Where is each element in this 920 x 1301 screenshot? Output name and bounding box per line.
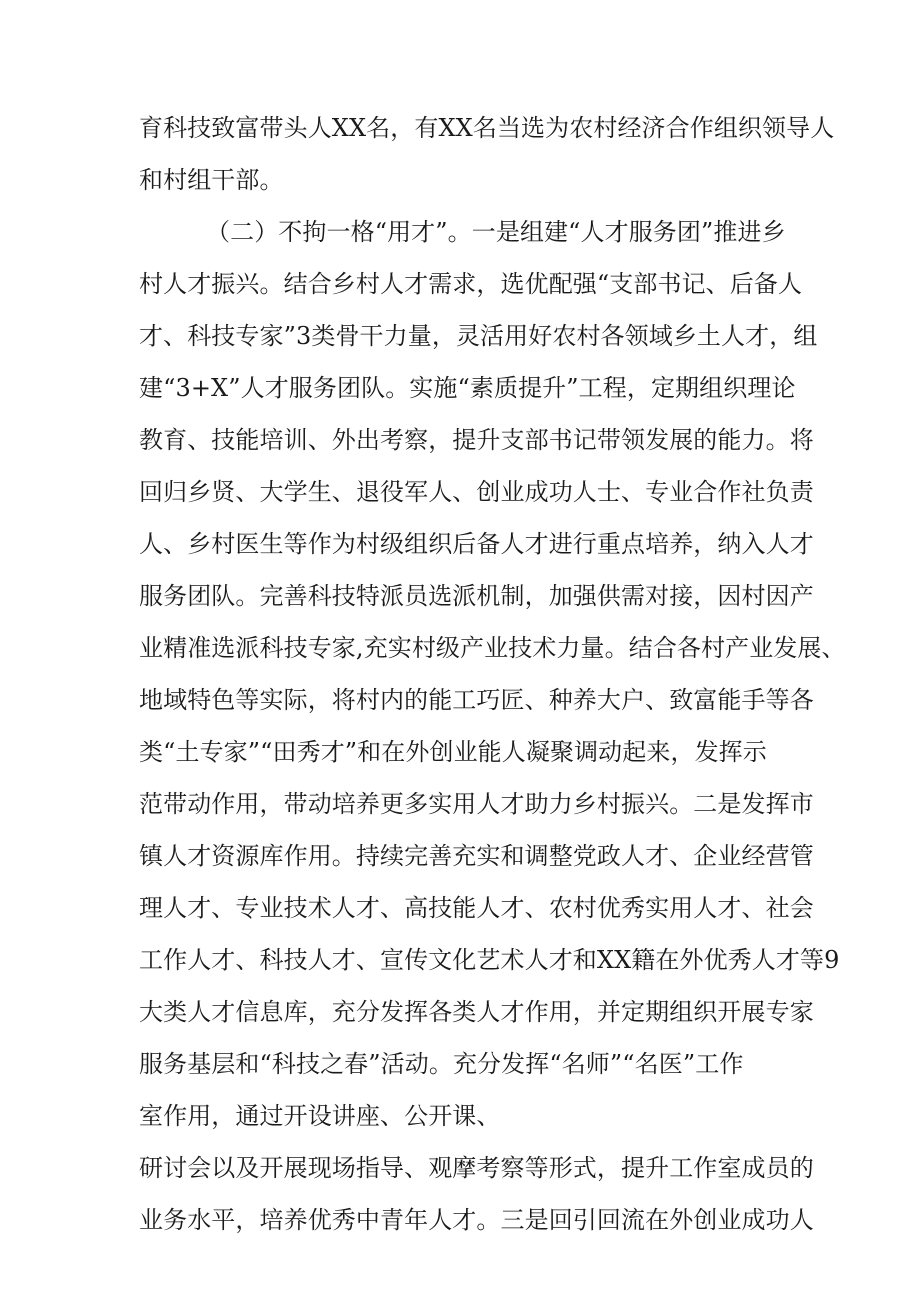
text-line: 和村组干部。	[139, 166, 284, 194]
text-line: 类“土专家”“田秀才”和在外创业能人凝聚调动起来，发挥示	[139, 738, 767, 766]
text-line: 教育、技能培训、外出考察，提升支部书记带领发展的能力。将	[139, 426, 814, 454]
text-line: 人、乡村医生等作为村级组织后备人才进行重点培养，纳入人才	[139, 530, 814, 558]
text-line: 村人才振兴。结合乡村人才需求，选优配强“支部书记、后备人	[139, 270, 803, 298]
text-line: 才、科技专家”3类骨干力量，灵活用好农村各领域乡土人才，组	[139, 322, 818, 350]
text-line: 理人才、专业技术人才、高技能人才、农村优秀实用人才、社会	[139, 894, 814, 922]
text-line: 大类人才信息库，充分发挥各类人才作用，并定期组织开展专家	[139, 998, 814, 1026]
text-line: 地域特色等实际，将村内的能工巧匠、种养大户、致富能手等各	[139, 686, 814, 714]
text-line: 育科技致富带头人XX名，有XX名当选为农村经济合作组织领导人	[139, 114, 835, 142]
text-line: 服务团队。完善科技特派员选派机制，加强供需对接，因村因产	[139, 582, 814, 610]
section-heading-line: （二）不拘一格“用才”。一是组建“人才服务团”推进乡	[206, 218, 786, 246]
text-line: 研讨会以及开展现场指导、观摩考察等形式，提升工作室成员的	[139, 1154, 814, 1182]
text-line: 工作人才、科技人才、宣传文化艺术人才和XX籍在外优秀人才等9	[139, 946, 840, 974]
text-line: 范带动作用，带动培养更多实用人才助力乡村振兴。二是发挥市	[139, 790, 814, 818]
text-line: 镇人才资源库作用。持续完善充实和调整党政人才、企业经营管	[139, 842, 814, 870]
text-line: 室作用，通过开设讲座、公开课、	[139, 1102, 501, 1130]
text-line: 回归乡贤、大学生、退役军人、创业成功人士、专业合作社负责	[139, 478, 814, 506]
text-line: 建“3+X”人才服务团队。实施“素质提升”工程，定期组织理论	[139, 374, 796, 402]
text-line: 业精准选派科技专家,充实村级产业技术力量。结合各村产业发展、	[139, 634, 846, 662]
text-line: 业务水平，培养优秀中青年人才。三是回引回流在外创业成功人	[139, 1206, 814, 1234]
text-line: 服务基层和“科技之春”活动。充分发挥“名师”“名医”工作	[139, 1050, 744, 1078]
